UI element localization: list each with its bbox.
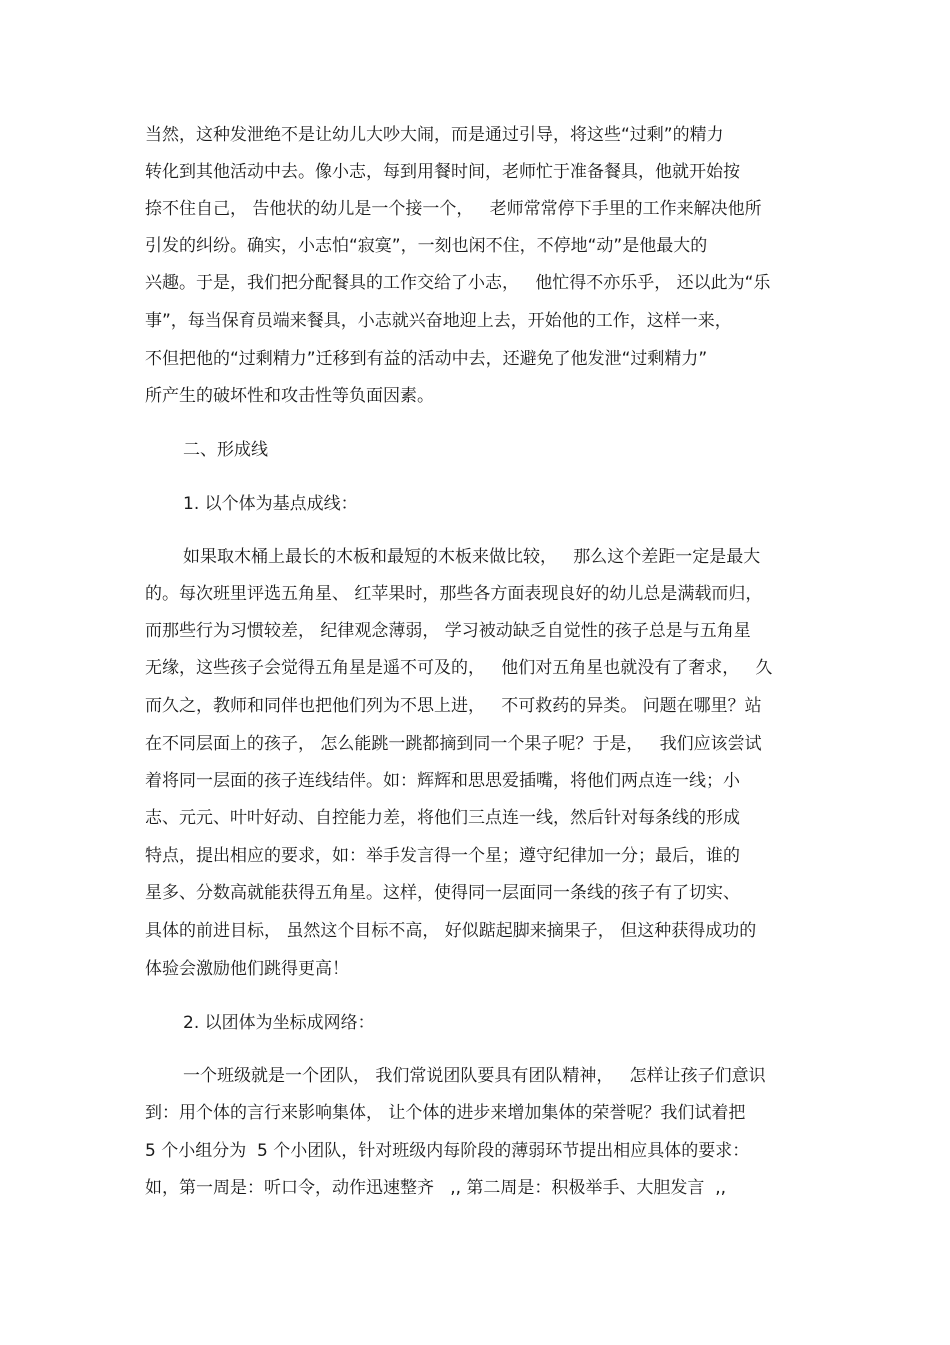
paragraph-2-line-8: 志、元元、叶叶好动、自控能力差，将他们三点连一线，然后针对每条线的形成 <box>145 808 740 828</box>
subheading-1: 1. 以个体为基点成线： <box>183 494 358 514</box>
paragraph-1-line-5: 兴趣。于是，我们把分配餐具的工作交给了小志， 他忙得不亦乐乎， 还以此为“乐 <box>145 273 771 293</box>
paragraph-1-line-4: 引发的纠纷。确实，小志怕“寂寞”，一刻也闲不住，不停地“动”是他最大的 <box>145 236 708 256</box>
paragraph-1-line-6: 事”，每当保育员端来餐具，小志就兴奋地迎上去，开始他的工作，这样一来， <box>145 311 732 331</box>
paragraph-2-line-7: 着将同一层面的孩子连线结伴。如：辉辉和思思爱插嘴，将他们两点连一线；小 <box>145 771 740 791</box>
section-heading: 二、形成线 <box>183 440 268 460</box>
paragraph-2-line-10: 星多、分数高就能获得五角星。这样，使得同一层面同一条线的孩子有了切实、 <box>145 883 740 903</box>
paragraph-2-line-1: 如果取木桶上最长的木板和最短的木板来做比较， 那么这个差距一定是最大 <box>183 547 761 567</box>
paragraph-1-line-7: 不但把他的“过剩精力”迁移到有益的活动中去，还避免了他发泄“过剩精力” <box>145 349 708 369</box>
paragraph-1-line-8: 所产生的破坏性和攻击性等负面因素。 <box>145 386 434 406</box>
paragraph-2-line-3: 而那些行为习惯较差， 纪律观念薄弱， 学习被动缺乏自觉性的孩子总是与五角星 <box>145 621 751 641</box>
paragraph-1-line-1: 当然，这种发泄绝不是让幼儿大吵大闹，而是通过引导，将这些“过剩”的精力 <box>145 125 724 145</box>
paragraph-2-line-2: 的。每次班里评选五角星、 红苹果时，那些各方面表现良好的幼儿总是满载而归， <box>145 584 763 604</box>
paragraph-3-line-3: 5 个小组分为 5 个小团队，针对班级内每阶段的薄弱环节提出相应具体的要求： <box>145 1141 750 1161</box>
paragraph-2-line-11: 具体的前进目标， 虽然这个目标不高， 好似踮起脚来摘果子， 但这种获得成功的 <box>145 921 757 941</box>
paragraph-2-line-4: 无缘，这些孩子会觉得五角星是遥不可及的， 他们对五角星也就没有了奢求， 久 <box>145 658 773 678</box>
paragraph-3-line-1: 一个班级就是一个团队， 我们常说团队要具有团队精神， 怎样让孩子们意识 <box>183 1066 766 1086</box>
paragraph-2-line-5: 而久之，教师和同伴也把他们列为不思上进， 不可救药的异类。 问题在哪里？站 <box>145 696 762 716</box>
paragraph-1-line-2: 转化到其他活动中去。像小志，每到用餐时间，老师忙于准备餐具，他就开始按 <box>145 162 740 182</box>
paragraph-3-line-2: 到：用个体的言行来影响集体， 让个体的进步来增加集体的荣誉呢？我们试着把 <box>145 1103 746 1123</box>
paragraph-1-line-3: 捺不住自己， 告他状的幼儿是一个接一个， 老师常常停下手里的工作来解决他所 <box>145 199 762 219</box>
paragraph-3-line-4: 如，第一周是：听口令，动作迅速整齐 ,, 第二周是：积极举手、大胆发言 ,, <box>145 1178 727 1198</box>
paragraph-2-line-12: 体验会激励他们跳得更高！ <box>145 959 349 979</box>
subheading-2: 2. 以团体为坐标成网络： <box>183 1013 375 1033</box>
paragraph-2-line-6: 在不同层面上的孩子， 怎么能跳一跳都摘到同一个果子呢？于是， 我们应该尝试 <box>145 734 762 754</box>
paragraph-2-line-9: 特点，提出相应的要求，如：举手发言得一个星；遵守纪律加一分；最后，谁的 <box>145 846 740 866</box>
